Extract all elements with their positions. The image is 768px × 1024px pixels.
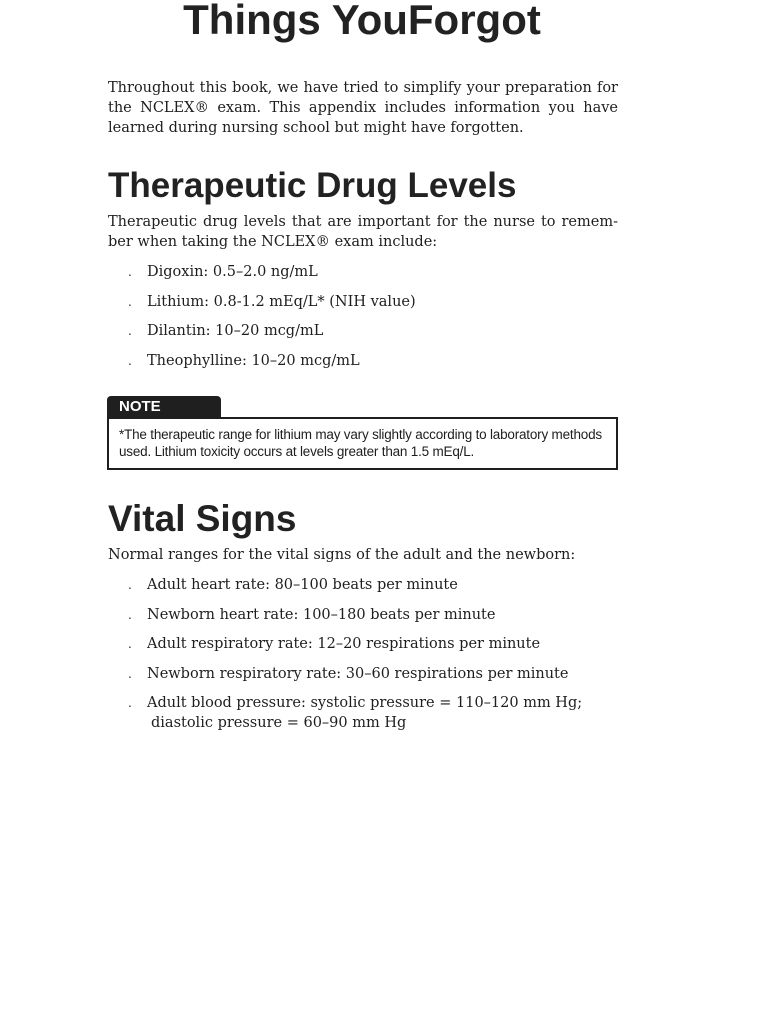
vital-adult-bp-systolic: Adult blood pressure: systolic pressure = 110–120 mm Hg; bbox=[147, 695, 583, 711]
list-item bbox=[128, 664, 582, 694]
bullet-mark: . bbox=[128, 324, 132, 338]
drug-level-dilantin: Dilantin: 10–20 mcg/mL bbox=[147, 323, 324, 339]
vital-adult-heart-rate: Adult heart rate: 80–100 beats per minute bbox=[147, 577, 458, 593]
vital-newborn-heart-rate: Newborn heart rate: 100–180 beats per minute bbox=[147, 606, 496, 623]
bullet-mark: . bbox=[128, 265, 132, 279]
vital-signs-intro: Normal ranges for the vital signs of the adult and the newborn: bbox=[108, 547, 576, 563]
bullet-mark: . bbox=[128, 696, 132, 710]
bullet-mark: . bbox=[128, 294, 132, 309]
vital-newborn-respiratory-rate: Newborn respiratory rate: 30–60 respirations per minute bbox=[147, 665, 569, 682]
drug-levels-list bbox=[128, 262, 416, 380]
vital-adult-respiratory-rate: Adult respiratory rate: 12–20 respirations per minute bbox=[147, 636, 541, 652]
vital-signs-heading: Vital Signs bbox=[108, 498, 297, 539]
drug-levels-heading: Therapeutic Drug Levels bbox=[108, 166, 517, 205]
note-text: *The therapeutic range for lithium may vary slightly according to laboratory methods used. Lithium toxicity occurs at levels greater than 1.5 mEq/L. bbox=[119, 427, 602, 459]
list-item bbox=[128, 262, 416, 292]
drug-level-theophylline: Theophylline: 10–20 mcg/mL bbox=[147, 352, 360, 369]
list-item bbox=[128, 292, 416, 322]
drug-levels-intro: Therapeutic drug levels that are important for the nurse to remem- ber when taking the NCLEX® exam include: bbox=[108, 214, 618, 250]
list-item bbox=[128, 634, 582, 664]
vital-signs-list bbox=[128, 575, 582, 737]
drug-level-lithium: Lithium: 0.8-1.2 mEq/L* (NIH value) bbox=[147, 293, 416, 310]
list-item bbox=[128, 321, 416, 351]
list-item bbox=[128, 575, 582, 605]
list-item bbox=[128, 605, 582, 635]
bullet-mark: . bbox=[128, 578, 132, 592]
drug-level-digoxin: Digoxin: 0.5–2.0 ng/mL bbox=[147, 264, 318, 280]
vital-adult-bp-diastolic: diastolic pressure = 60–90 mm Hg bbox=[151, 715, 407, 731]
note-label: NOTE bbox=[107, 396, 221, 418]
page-title: Things YouForgot bbox=[183, 0, 541, 43]
bullet-mark: . bbox=[128, 637, 132, 651]
note-box bbox=[107, 417, 618, 470]
list-item bbox=[128, 693, 582, 737]
list-item bbox=[128, 351, 416, 381]
intro-paragraph: Throughout this book, we have tried to simplify your preparation for the NCLEX® exam. This appendix includes information you have learned during nursing school but might have forgotten. bbox=[108, 80, 618, 136]
bullet-mark: . bbox=[128, 607, 132, 622]
bullet-mark: . bbox=[128, 353, 132, 368]
bullet-mark: . bbox=[128, 666, 132, 681]
